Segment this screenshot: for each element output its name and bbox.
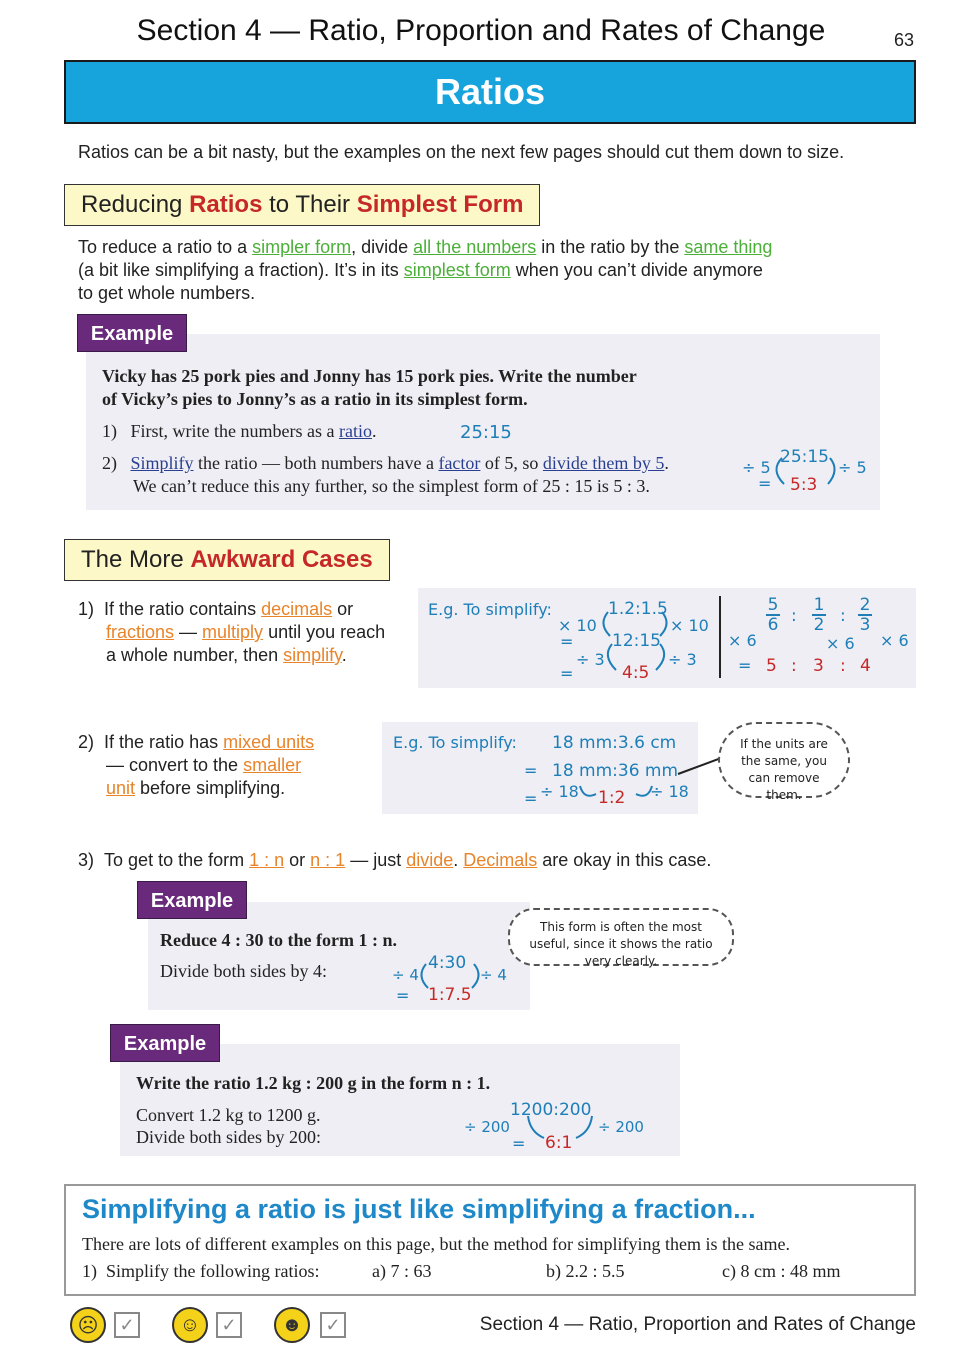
working-ratio: 25:15 bbox=[460, 422, 512, 443]
text: To get to the form bbox=[104, 850, 250, 870]
checkbox-tick-icon[interactable]: ✓ bbox=[216, 1312, 242, 1338]
intro-text: Ratios can be a bit nasty, but the examples on the next few pages should cut them down to size. bbox=[78, 142, 845, 162]
text: — just bbox=[345, 850, 407, 870]
multiply-middle: × 6 bbox=[826, 634, 855, 653]
question-part-b: b) 2.2 : 5.5 bbox=[546, 1261, 625, 1281]
numerator: 5 bbox=[767, 595, 779, 615]
page-banner-title: Ratios bbox=[64, 60, 916, 124]
working-equals: = bbox=[396, 986, 410, 1005]
text: before simplifying. bbox=[135, 778, 286, 798]
working-arrows bbox=[760, 450, 850, 495]
checkbox-tick-icon[interactable]: ✓ bbox=[114, 1312, 140, 1338]
step-number: 3) bbox=[78, 850, 95, 870]
keyword: n : 1 bbox=[310, 850, 346, 870]
text: . bbox=[453, 850, 464, 870]
fraction-answer-3: 4 bbox=[860, 656, 871, 676]
heading-part: Reducing bbox=[81, 191, 190, 218]
mixed-unit-ratio: 18 mm:3.6 cm bbox=[552, 733, 677, 753]
question-part-a: a) 7 : 63 bbox=[372, 1261, 432, 1281]
numerator: 1 bbox=[813, 595, 825, 615]
summary-question bbox=[82, 1261, 902, 1282]
multiply-right: × 10 bbox=[670, 616, 709, 635]
happy-face-icon[interactable]: ☻ bbox=[274, 1307, 310, 1343]
text: the ratio — both numbers have a bbox=[193, 453, 439, 473]
step-number: 1) bbox=[78, 599, 95, 619]
keyword: all the numbers bbox=[413, 237, 537, 257]
example-tag: Example bbox=[110, 1024, 220, 1062]
divide-right: ÷ 18 bbox=[650, 782, 689, 801]
colon: : bbox=[791, 656, 797, 676]
page-number: 63 bbox=[893, 30, 914, 50]
fraction-3 bbox=[858, 596, 872, 634]
keyword: multiply bbox=[202, 622, 264, 642]
case-3-text bbox=[78, 849, 711, 872]
example-step-1 bbox=[102, 420, 376, 443]
text: are okay in this case. bbox=[537, 850, 712, 870]
multiply-left: × 6 bbox=[728, 631, 757, 650]
text: First, write the numbers as a bbox=[130, 421, 339, 441]
divider bbox=[719, 596, 721, 678]
section-title: Section 4 — Ratio, Proportion and Rates of Change bbox=[136, 14, 826, 47]
text: We can’t reduce this any further, so the simplest form of 25 : 15 is 5 : 3. bbox=[133, 476, 650, 496]
fraction-2 bbox=[812, 596, 826, 634]
divide-left: ÷ 18 bbox=[540, 782, 579, 801]
example-question: Reduce 4 : 30 to the form 1 : n. bbox=[160, 930, 397, 950]
example-tag: Example bbox=[137, 881, 247, 919]
step-number: 1) bbox=[102, 421, 117, 441]
keyword: Simplify bbox=[130, 453, 194, 473]
fraction-answer-2: 3 bbox=[813, 656, 824, 676]
keyword: smaller bbox=[243, 755, 302, 775]
simplified-ratio: 4:5 bbox=[622, 663, 650, 683]
question-line: Vicky has 25 pork pies and Jonny has 15 pork pies. Write the number bbox=[102, 366, 637, 386]
colon: : bbox=[840, 606, 846, 626]
section-heading-simplest-form bbox=[64, 184, 540, 226]
converted-ratio: 18 mm:36 mm bbox=[552, 761, 679, 781]
keyword: simplify bbox=[283, 645, 342, 665]
colon: : bbox=[840, 656, 846, 676]
footer-section-title: Section 4 — Ratio, Proportion and Rates of Change bbox=[479, 1314, 916, 1335]
keyword: simpler form bbox=[252, 237, 352, 257]
text: — convert to the bbox=[106, 755, 244, 775]
text: a whole number, then bbox=[106, 645, 284, 665]
working-arrows bbox=[576, 760, 676, 810]
case-2-text bbox=[78, 731, 314, 800]
keyword: mixed units bbox=[223, 732, 315, 752]
working-divide-left: ÷ 200 bbox=[464, 1118, 510, 1136]
text: . bbox=[341, 645, 347, 665]
keyword: same thing bbox=[684, 237, 773, 257]
heading-highlight: Awkward Cases bbox=[190, 546, 373, 573]
step-line: Divide both sides by 200: bbox=[136, 1127, 321, 1147]
denominator: 3 bbox=[859, 615, 871, 635]
step-number: 2) bbox=[78, 732, 95, 752]
working-top: 4:30 bbox=[428, 953, 467, 973]
working-divide-left: ÷ 4 bbox=[392, 966, 419, 984]
text: . bbox=[664, 453, 669, 473]
case-1-text bbox=[78, 598, 385, 667]
equals: = bbox=[524, 761, 538, 780]
working-arrows bbox=[590, 604, 680, 684]
colon: : bbox=[791, 606, 797, 626]
working-answer: 6:1 bbox=[545, 1133, 573, 1153]
text: (a bit like simplifying a fraction). It’s in its bbox=[78, 260, 404, 280]
question-part-c: c) 8 cm : 48 mm bbox=[722, 1261, 841, 1281]
working-answer: 5:3 bbox=[790, 475, 818, 495]
equals: = bbox=[738, 656, 752, 675]
form-speech-bubble: This form is often the most useful, since it shows the ratio very clearly. bbox=[508, 908, 734, 966]
divide-right: ÷ 3 bbox=[668, 650, 697, 669]
denominator: 2 bbox=[813, 615, 825, 635]
text: until you reach bbox=[263, 622, 386, 642]
example-step: Divide both sides by 4: bbox=[160, 961, 327, 981]
keyword: 1 : n bbox=[249, 850, 285, 870]
keyword: divide bbox=[406, 850, 454, 870]
text: in the ratio by the bbox=[536, 237, 685, 257]
text: or bbox=[332, 599, 354, 619]
working-equals: = bbox=[758, 474, 772, 493]
working-equals: = bbox=[512, 1134, 526, 1153]
text: . bbox=[371, 421, 377, 441]
keyword: Decimals bbox=[463, 850, 538, 870]
step-number: 2) bbox=[102, 453, 117, 473]
text: when you can’t divide anymore bbox=[510, 260, 763, 280]
scaled-ratio: 12:15 bbox=[612, 631, 661, 651]
example-tag: Example bbox=[77, 314, 187, 352]
text: to get whole numbers. bbox=[78, 283, 256, 303]
keyword: unit bbox=[106, 778, 136, 798]
heading-highlight: Simplest Form bbox=[356, 191, 524, 218]
equals: = bbox=[560, 664, 574, 683]
working-top: 25:15 bbox=[780, 447, 829, 467]
simplest-form-paragraph bbox=[78, 236, 858, 305]
text: , divide bbox=[351, 237, 414, 257]
keyword: factor bbox=[438, 453, 481, 473]
equals: = bbox=[524, 789, 538, 808]
working-arrows bbox=[410, 958, 490, 998]
keyword: divide them by 5 bbox=[542, 453, 665, 473]
equals: = bbox=[560, 632, 574, 651]
divide-left: ÷ 3 bbox=[576, 650, 605, 669]
neutral-face-icon[interactable]: ☺ bbox=[172, 1307, 208, 1343]
keyword: ratio bbox=[338, 421, 372, 441]
text: of 5, so bbox=[480, 453, 543, 473]
keyword: simplest form bbox=[403, 260, 511, 280]
working-divide-left: ÷ 5 bbox=[742, 458, 771, 477]
eg-label: E.g. To simplify: bbox=[393, 733, 517, 752]
question-text: Simplify the following ratios: bbox=[106, 1261, 320, 1281]
step-line: Convert 1.2 kg to 1200 g. bbox=[136, 1105, 321, 1125]
working-divide-right: ÷ 200 bbox=[598, 1118, 644, 1136]
summary-box bbox=[64, 1184, 916, 1296]
heading-part: The More bbox=[81, 546, 191, 573]
numerator: 2 bbox=[859, 595, 871, 615]
simplified-ratio: 1:2 bbox=[598, 788, 626, 808]
working-top: 1200:200 bbox=[510, 1100, 592, 1120]
text: — bbox=[174, 622, 203, 642]
checkbox-tick-icon[interactable]: ✓ bbox=[320, 1312, 346, 1338]
text: or bbox=[284, 850, 311, 870]
keyword: decimals bbox=[261, 599, 333, 619]
text: If the ratio contains bbox=[104, 599, 262, 619]
question-line: of Vicky’s pies to Jonny’s as a ratio in its simplest form. bbox=[102, 389, 528, 409]
working-divide-right: ÷ 5 bbox=[838, 458, 867, 477]
units-speech-bubble: If the units are the same, you can remove them. bbox=[718, 722, 850, 798]
summary-body: There are lots of different examples on this page, but the method for simplifying them is the same. bbox=[82, 1234, 790, 1254]
keyword: fractions bbox=[106, 622, 175, 642]
example-question: Write the ratio 1.2 kg : 200 g in the form n : 1. bbox=[136, 1073, 491, 1093]
eg-label: E.g. To simplify: bbox=[428, 600, 552, 619]
summary-title: Simplifying a ratio is just like simplifying a fraction... bbox=[82, 1194, 756, 1224]
section-heading-awkward-cases bbox=[64, 539, 390, 581]
text: To reduce a ratio to a bbox=[78, 237, 253, 257]
fraction-answer-1: 5 bbox=[766, 656, 777, 676]
text: If the ratio has bbox=[104, 732, 224, 752]
multiply-right: × 6 bbox=[880, 631, 909, 650]
heading-highlight: Ratios bbox=[189, 191, 263, 218]
denominator: 6 bbox=[767, 615, 779, 635]
sad-face-icon[interactable]: ☹ bbox=[70, 1307, 106, 1343]
working-arrows bbox=[520, 1110, 600, 1150]
example-question bbox=[102, 365, 637, 411]
question-number: 1) bbox=[82, 1261, 97, 1281]
example-steps bbox=[136, 1104, 321, 1148]
heading-part: to Their bbox=[262, 191, 357, 218]
decimal-ratio: 1.2:1.5 bbox=[608, 599, 668, 619]
working-divide-right: ÷ 4 bbox=[480, 966, 507, 984]
example-step-2 bbox=[102, 452, 669, 498]
fraction-1 bbox=[766, 596, 780, 634]
working-answer: 1:7.5 bbox=[428, 985, 472, 1005]
multiply-left: × 10 bbox=[558, 616, 597, 635]
